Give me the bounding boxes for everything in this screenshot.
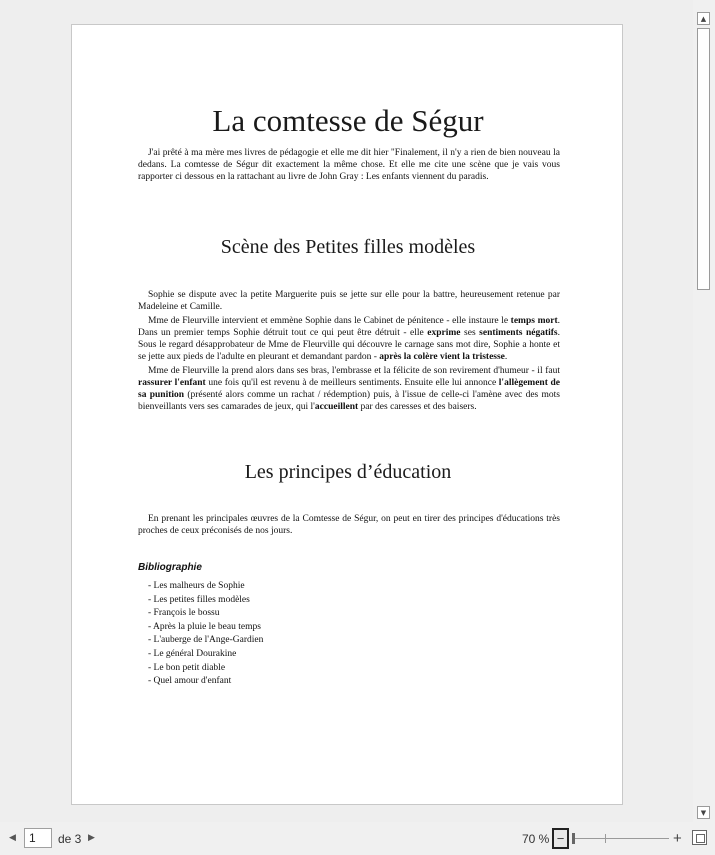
document-title: La comtesse de Ségur: [212, 103, 484, 138]
fit-page-icon[interactable]: [692, 830, 707, 845]
zoom-slider-track[interactable]: [574, 838, 669, 839]
vertical-scrollbar[interactable]: [693, 0, 715, 822]
list-item: - Les petites filles modèles: [148, 594, 250, 605]
zoom-level-label: 70 %: [522, 832, 550, 846]
list-item: - Le général Dourakine: [148, 648, 237, 659]
bibliography-title: Bibliographie: [138, 562, 202, 573]
emphasis-text: temps mort: [510, 316, 558, 326]
emphasis-text: l'allègement de sa punition: [138, 378, 560, 400]
scene-paragraph-3: [138, 365, 560, 413]
text-span: Mme de Fleurville la prend alors dans ses bras, l'embrasse et la félicite de son revirement d'humeur - il faut: [148, 366, 560, 376]
zoom-in-button[interactable]: +: [673, 830, 682, 847]
bibliography-list: [148, 580, 263, 689]
status-bar: [0, 822, 715, 855]
list-item: - Quel amour d'enfant: [148, 676, 232, 687]
emphasis-text: sentiments négatifs: [479, 328, 558, 338]
emphasis-text: accueillent: [314, 402, 359, 412]
zoom-out-button[interactable]: −: [552, 828, 569, 849]
list-item: - Le bon petit diable: [148, 662, 226, 673]
text-span: Mme de Fleurville intervient et emmène Sophie dans le Cabinet de pénitence - elle instaure le: [148, 316, 511, 326]
list-item: - Les malheurs de Sophie: [148, 581, 245, 591]
document-page: [71, 24, 623, 805]
scene-block: [138, 289, 560, 415]
zoom-slider-tick: [605, 834, 606, 843]
scene-paragraph-2: [138, 315, 560, 363]
intro-paragraph: J'ai prêté à ma mère mes livres de pédagogie et elle me dit hier "Finalement, il n'y a rien de bien nouveau la dedans. La comtesse de Ségur dit exactement la même chose. Et elle me cite une scène que je vais vous rapporter ci dessous en la rattachant au livre de John Gray : Les enfants viennent du paradis.: [138, 148, 560, 182]
zoom-slider-thumb[interactable]: [572, 833, 575, 844]
next-page-icon[interactable]: ▶: [88, 833, 95, 843]
section-heading-scene: Scène des Petites filles modèles: [220, 236, 476, 258]
list-item: - L'auberge de l'Ange-Gardien: [148, 635, 264, 646]
text-span: par des caresses et des baisers.: [358, 402, 477, 412]
intro-block: [138, 147, 560, 185]
text-span: ses: [460, 328, 480, 338]
emphasis-text: après la colère vient la tristesse: [379, 352, 505, 362]
scroll-up-button[interactable]: [697, 12, 710, 25]
page-number-input[interactable]: [24, 828, 52, 848]
scroll-down-button[interactable]: [697, 806, 710, 819]
principles-block: [138, 513, 560, 539]
text-span: une fois qu'il est revenu à de meilleurs sentiments. Ensuite elle lui annonce: [205, 378, 499, 388]
page-count-label: de 3: [58, 832, 82, 846]
text-span: .: [504, 352, 508, 362]
previous-page-icon[interactable]: ◀: [9, 833, 16, 843]
scroll-down-icon: ▼: [700, 808, 707, 817]
list-item: - François le bossu: [148, 608, 220, 619]
emphasis-text: rassurer l'enfant: [138, 378, 206, 388]
text-span: . Dans un premier temps Sophie détruit tout ce qui peut être détruit - elle: [138, 316, 560, 338]
text-span: . Sous le regard désapprobateur de Mme de Fleurville qui découvre le carnage sans mot dire, Sophie a honte et se jette aux pieds de l'adulte en pleurant et demandant pardon -: [138, 328, 560, 362]
emphasis-text: exprime: [427, 328, 461, 338]
list-item: - Après la pluie le beau temps: [148, 621, 261, 632]
section-heading-principles: Les principes d’éducation: [244, 461, 452, 483]
scroll-up-icon: ▲: [700, 14, 707, 23]
principles-paragraph: En prenant les principales œuvres de la Comtesse de Ségur, on peut en tirer des principes d'éducations très proches de ceux préconisés de nos jours.: [138, 514, 560, 536]
scene-paragraph-1: Sophie se dispute avec la petite Marguerite puis se jette sur elle pour la battre, heureusement retenue par Madeleine et Camille.: [138, 290, 560, 312]
scrollbar-thumb[interactable]: [697, 28, 710, 290]
text-span: (présenté alors comme un rachat / rédemption) puis, à l'issue de celle-ci l'amène avec des mots bienveillants vers ses camarades de jeux, qui l': [138, 390, 560, 412]
